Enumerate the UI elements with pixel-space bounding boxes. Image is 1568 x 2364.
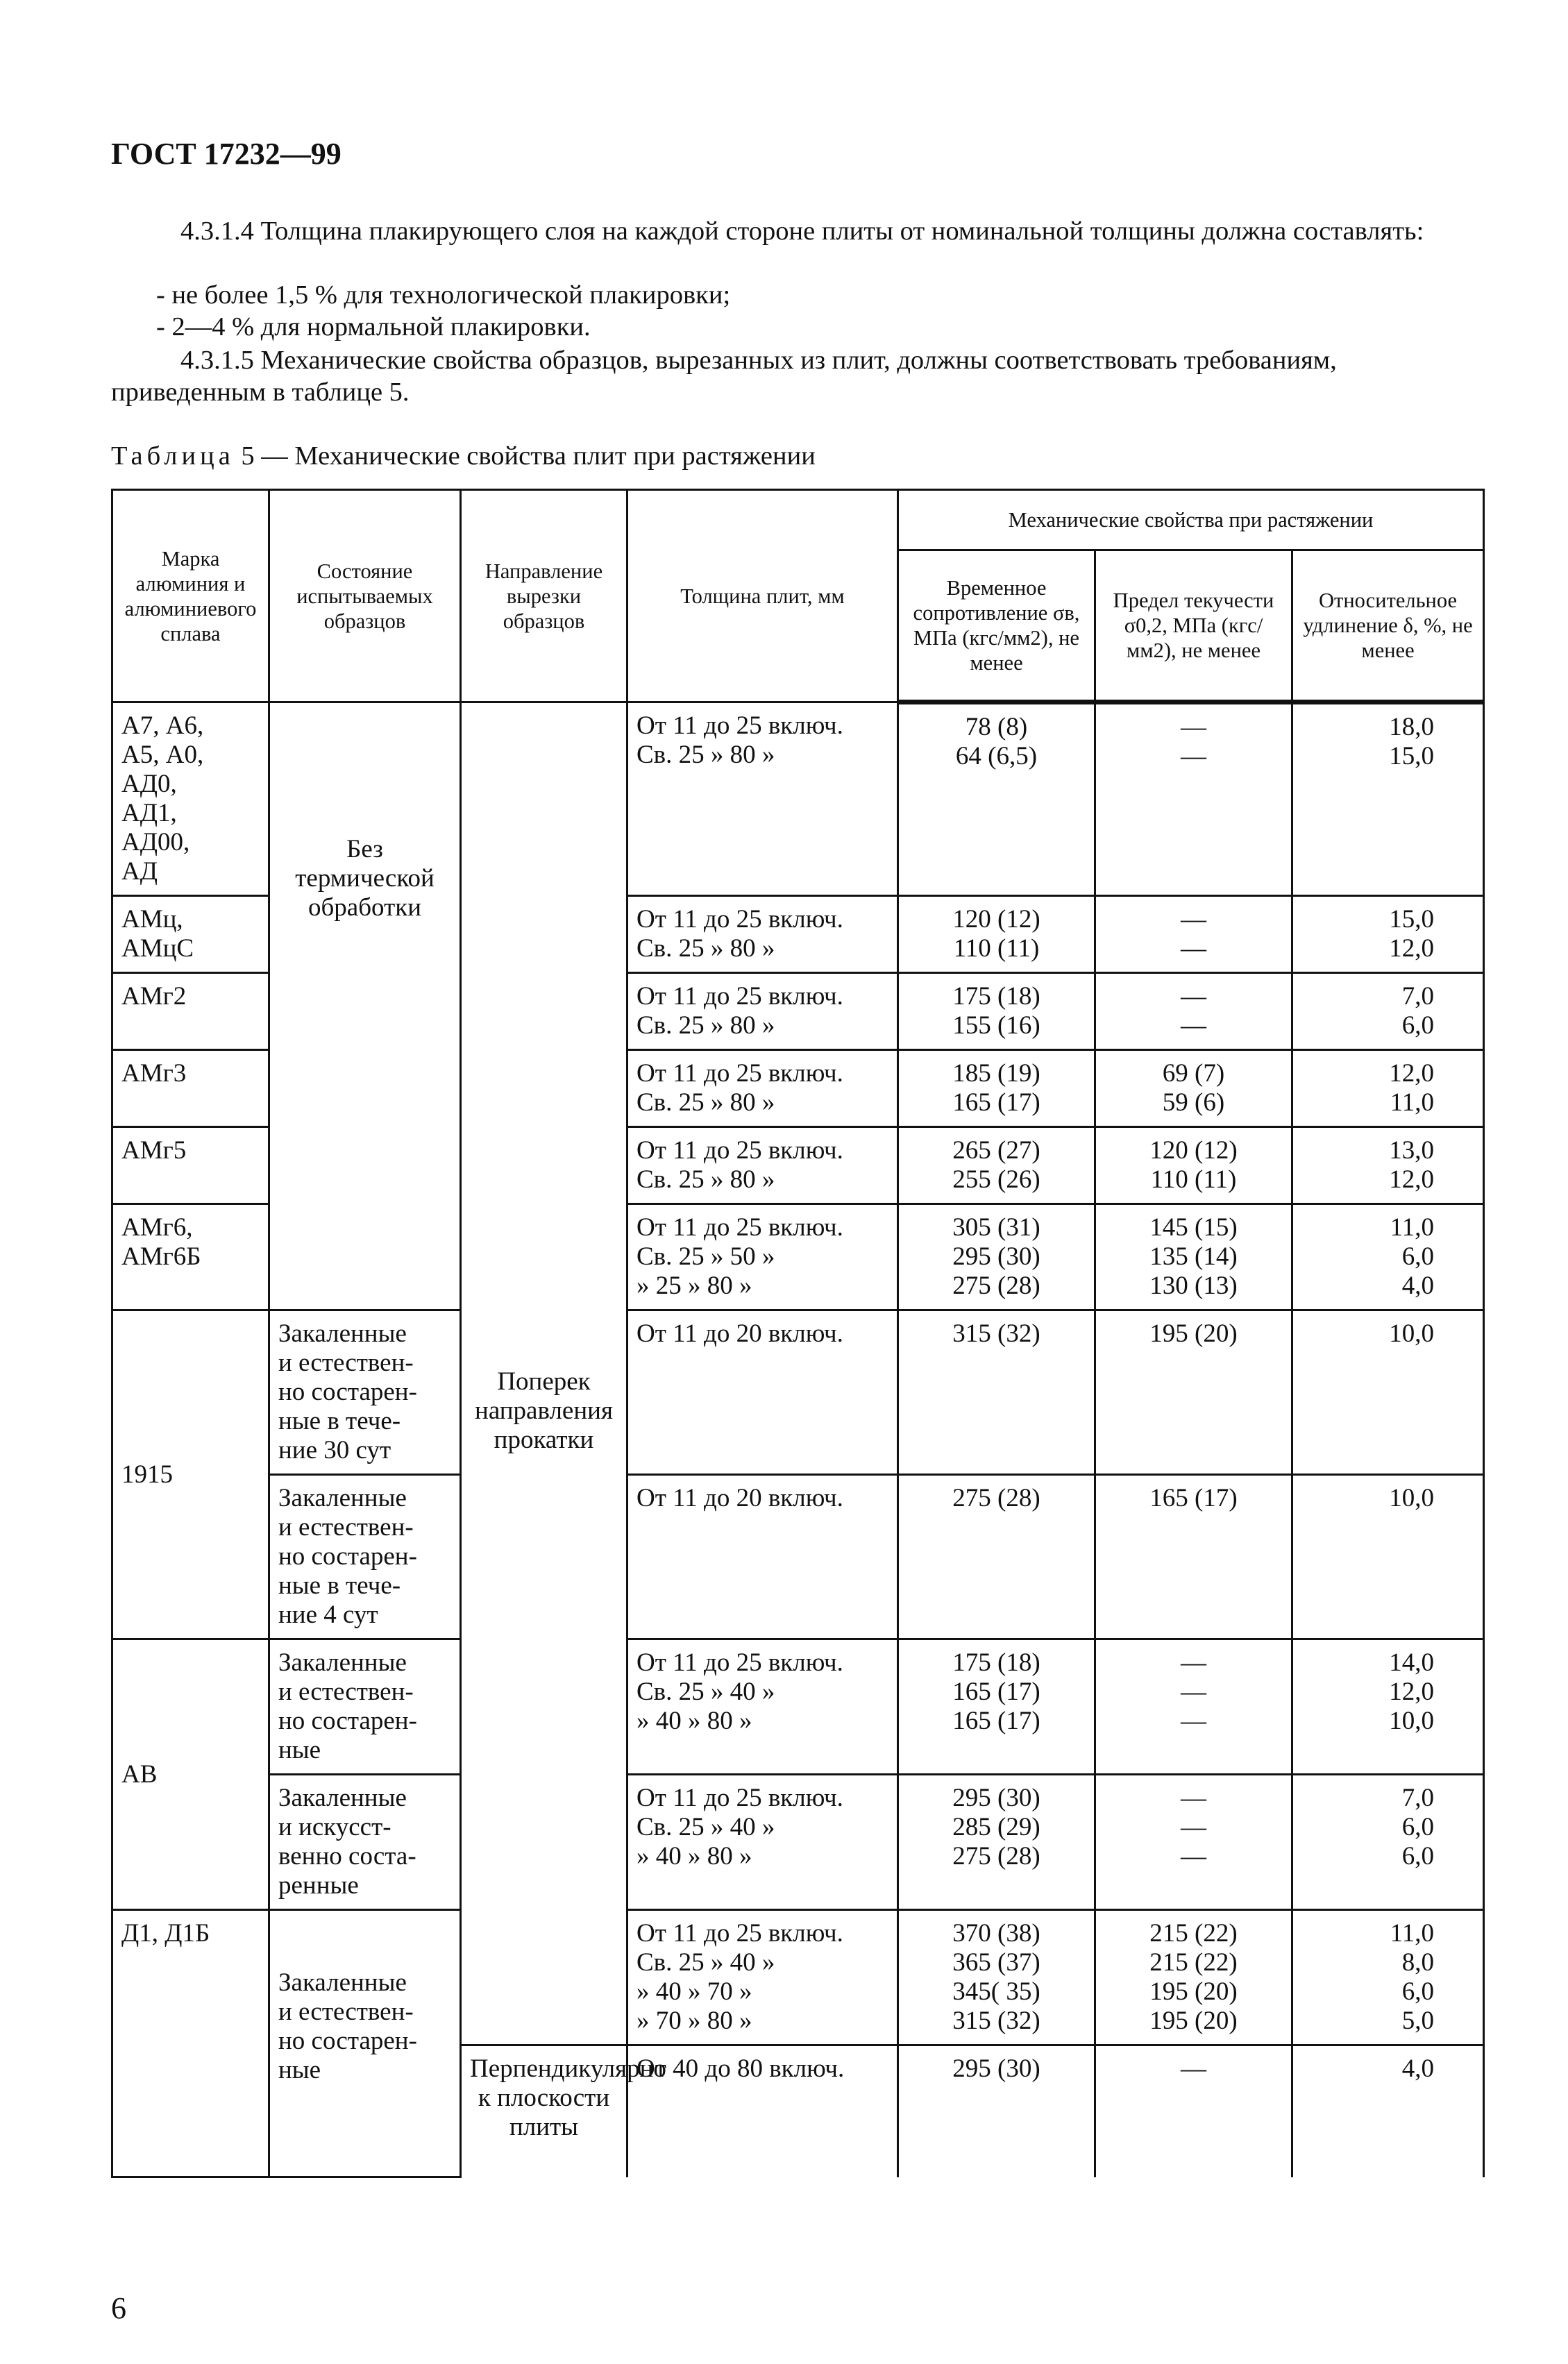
cell-tensile: 370 (38) 365 (37) 345( 35) 315 (32)	[898, 1910, 1095, 2045]
cell-elongation: 12,0 11,0	[1292, 1050, 1484, 1127]
cell-grade: А7, А6, А5, А0, АД0, АД1, АД00, АД	[112, 702, 269, 896]
cell-thickness: От 11 до 20 включ.	[627, 1475, 898, 1639]
cell-elongation: 10,0	[1292, 1475, 1484, 1639]
cell-thickness: От 11 до 25 включ. Св. 25 » 80 »	[627, 973, 898, 1050]
cell-grade: 1915	[112, 1310, 269, 1639]
cell-tensile: 78 (8) 64 (6,5)	[898, 702, 1095, 896]
header-yield-strength: Предел текучести σ0,2, МПа (кгс/мм2), не менее	[1095, 550, 1292, 702]
cell-state: Закаленные и искусст- венно соста- ренные	[269, 1775, 461, 1910]
cell-grade: АМг6, АМг6Б	[112, 1204, 269, 1310]
cell-yield: — — —	[1095, 1775, 1292, 1910]
paragraph-list-item-2: - 2—4 % для нормальной плакировки.	[156, 312, 591, 341]
cell-elongation: 11,0 8,0 6,0 5,0	[1292, 1910, 1484, 2045]
document-code: ГОСТ 17232—99	[111, 137, 342, 171]
cell-direction-perpendicular: Перпендикулярно к плоскости плиты	[461, 2045, 627, 2177]
cell-thickness: От 11 до 25 включ. Св. 25 » 80 »	[627, 1127, 898, 1204]
cell-thickness: От 11 до 25 включ. Св. 25 » 80 »	[627, 702, 898, 896]
cell-state: Закаленные и естествен- но состарен- ные в тече- ние 4 сут	[269, 1475, 461, 1639]
cell-thickness: От 11 до 25 включ. Св. 25 » 40 » » 40 » 80 »	[627, 1775, 898, 1910]
cell-tensile: 275 (28)	[898, 1475, 1095, 1639]
table-row	[112, 1475, 1484, 1639]
cell-thickness: От 40 до 80 включ.	[627, 2045, 898, 2177]
cell-elongation: 4,0	[1292, 2045, 1484, 2177]
cell-elongation: 10,0	[1292, 1310, 1484, 1475]
cell-grade: АВ	[112, 1639, 269, 1910]
header-tensile-strength: Временное сопротивление σв, МПа (кгс/мм2), не менее	[898, 550, 1095, 702]
cell-elongation: 11,0 6,0 4,0	[1292, 1204, 1484, 1310]
table-row	[112, 1775, 1484, 1910]
cell-yield: 120 (12) 110 (11)	[1095, 1127, 1292, 1204]
table-row	[112, 1910, 1484, 2045]
cell-tensile: 120 (12) 110 (11)	[898, 896, 1095, 973]
page-number: 6	[111, 2291, 126, 2325]
table-row	[112, 1639, 1484, 1775]
cell-grade: АМг5	[112, 1127, 269, 1204]
cell-elongation: 13,0 12,0	[1292, 1127, 1484, 1204]
cell-thickness: От 11 до 25 включ. Св. 25 » 40 » » 40 » 70 » » 70 » 80 »	[627, 1910, 898, 2045]
paragraph-list-item-1: - не более 1,5 % для технологической плакировки;	[156, 280, 731, 310]
cell-yield: 195 (20)	[1095, 1310, 1292, 1475]
cell-yield: 69 (7) 59 (6)	[1095, 1050, 1292, 1127]
cell-elongation: 7,0 6,0 6,0	[1292, 1775, 1484, 1910]
cell-state-no-heat-treatment: Без термической обработки	[269, 702, 461, 1310]
cell-yield: — —	[1095, 973, 1292, 1050]
cell-state: Закаленные и естествен- но состарен- ные	[269, 1639, 461, 1775]
cell-elongation: 14,0 12,0 10,0	[1292, 1639, 1484, 1775]
cell-thickness: От 11 до 25 включ. Св. 25 » 80 »	[627, 1050, 898, 1127]
cell-grade: АМц, АМцС	[112, 896, 269, 973]
header-thickness: Толщина плит, мм	[627, 490, 898, 702]
cell-yield: — —	[1095, 896, 1292, 973]
cell-yield: 145 (15) 135 (14) 130 (13)	[1095, 1204, 1292, 1310]
cell-tensile: 315 (32)	[898, 1310, 1095, 1475]
cell-tensile: 175 (18) 155 (16)	[898, 973, 1095, 1050]
cell-yield: — — —	[1095, 1639, 1292, 1775]
cell-yield: — —	[1095, 702, 1292, 896]
table-row	[112, 702, 1484, 896]
header-elongation: Относительное удлинение δ, %, не менее	[1292, 550, 1484, 702]
cell-yield: —	[1095, 2045, 1292, 2177]
cell-elongation: 15,0 12,0	[1292, 896, 1484, 973]
cell-elongation: 18,0 15,0	[1292, 702, 1484, 896]
cell-direction-across-rolling: Поперек направления прокатки	[461, 702, 627, 2045]
cell-tensile: 295 (30) 285 (29) 275 (28)	[898, 1775, 1095, 1910]
cell-grade: Д1, Д1Б	[112, 1910, 269, 2177]
cell-tensile: 185 (19) 165 (17)	[898, 1050, 1095, 1127]
cell-tensile: 175 (18) 165 (17) 165 (17)	[898, 1639, 1095, 1775]
cell-thickness: От 11 до 20 включ.	[627, 1310, 898, 1475]
cell-thickness: От 11 до 25 включ. Св. 25 » 50 » » 25 » 80 »	[627, 1204, 898, 1310]
header-state: Состояние испытываемых образцов	[269, 490, 461, 702]
table-caption	[111, 441, 816, 471]
table-caption-label: Таблица	[111, 441, 235, 471]
mechanical-properties-table	[111, 489, 1485, 2178]
cell-tensile: 305 (31) 295 (30) 275 (28)	[898, 1204, 1095, 1310]
cell-tensile: 265 (27) 255 (26)	[898, 1127, 1095, 1204]
cell-state: Закаленные и естествен- но состарен- ные	[269, 1910, 461, 2177]
cell-tensile: 295 (30)	[898, 2045, 1095, 2177]
table-row	[112, 1310, 1484, 1475]
header-mechanical-properties: Механические свойства при растяжении	[898, 490, 1484, 550]
header-direction: Направление вырезки образцов	[461, 490, 627, 702]
header-grade: Марка алюминия и алюминиевого сплава	[112, 490, 269, 702]
cell-elongation: 7,0 6,0	[1292, 973, 1484, 1050]
cell-thickness: От 11 до 25 включ. Св. 25 » 80 »	[627, 896, 898, 973]
cell-thickness: От 11 до 25 включ. Св. 25 » 40 » » 40 » 80 »	[627, 1639, 898, 1775]
cell-grade: АМг3	[112, 1050, 269, 1127]
table-caption-title: 5 — Механические свойства плит при растяжении	[234, 441, 816, 471]
paragraph-4-3-1-5: 4.3.1.5 Механические свойства образцов, вырезанных из плит, должны соответствовать требованиям, приведенным в таблице 5.	[111, 346, 1337, 407]
paragraph-4-3-1-4: 4.3.1.4 Толщина плакирующего слоя на каждой стороне плиты от номинальной толщины должна составлять:	[180, 217, 1424, 246]
cell-grade: АМг2	[112, 973, 269, 1050]
cell-state: Закаленные и естествен- но состарен- ные в тече- ние 30 сут	[269, 1310, 461, 1475]
cell-yield: 165 (17)	[1095, 1475, 1292, 1639]
cell-yield: 215 (22) 215 (22) 195 (20) 195 (20)	[1095, 1910, 1292, 2045]
